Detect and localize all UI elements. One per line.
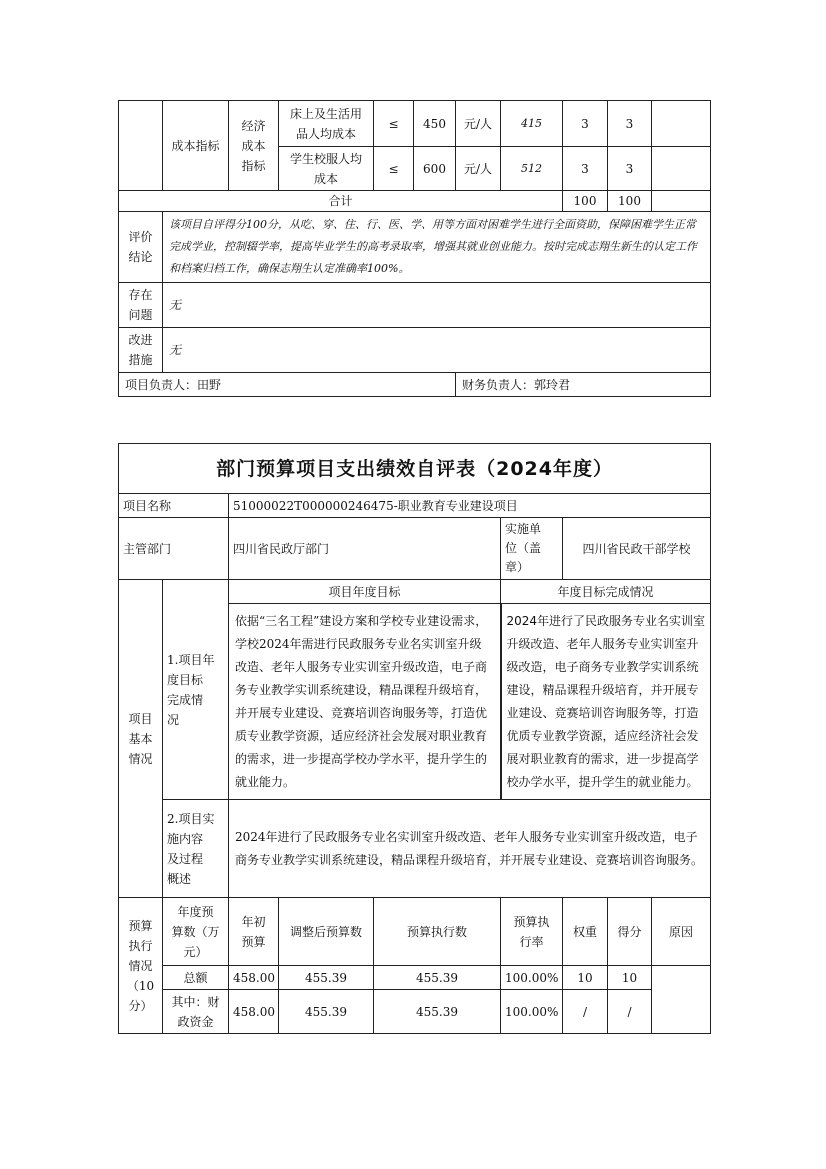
adjusted-budget: 455.39 [279,990,374,1034]
score: / [608,990,652,1034]
exec-rate: 100.00% [501,990,563,1034]
finance-leader: 财务负责人：郭玲君 [456,373,711,397]
initial-budget: 458.00 [229,990,279,1034]
total-label: 合计 [119,191,563,212]
initial-budget: 458.00 [229,966,279,990]
eval-label: 评价 结论 [119,212,163,283]
total-weight: 100 [563,191,608,212]
eval-text: 该项目自评得分100分，从吃、穿、住、行、医、学、用等方面对困难学生进行全面资助，保障困难学生正常完成学业，控制辍学率，提高毕业学生的高考录取率，增强其就业创业能力。按时完成志翔生新生的认定工作和档案归档工作，确保志翔生认定准确率100%。 [163,212,711,283]
impl-unit-label: 实施单 位（盖 章） [501,518,563,580]
improve-text: 无 [163,328,711,373]
adjusted-budget: 455.39 [279,966,374,990]
score: 3 [608,101,652,147]
actual-value: 512 [501,147,563,191]
reason-header: 原因 [652,898,711,966]
basic-info-label: 项目 基本 情况 [119,580,163,898]
indicator-name: 床上及生活用 品人均成本 [279,101,374,147]
goal-header: 项目年度目标 [229,580,501,604]
impl-text: 2024年进行了民政服务专业名实训室升级改造、老年人服务专业实训室升级改造，电子商务专业教学实训系统建设，精品课程升级培育，并开展专业建设、竞赛培训咨询服务。 [229,800,711,898]
weight: 3 [563,101,608,147]
operator: ≤ [374,101,414,147]
problem-text: 无 [163,283,711,328]
adjusted-budget-header: 调整后预算数 [279,898,374,966]
complete-text: 2024年进行了民政服务专业名实训室升级改造、老年人服务专业实训室升级改造，电子商务专业教学实训系统建设，精品课程升级培育，并开展专业建设、竞赛培训咨询服务等，打造优质专业教学资源，适应经济社会发展对职业教育的需求，进一步提高学校办学水平，提升学生的就业能力。 [501,604,711,800]
executed-budget: 455.39 [374,966,501,990]
score-header: 得分 [608,898,652,966]
blank-cell [652,191,711,212]
weight: 10 [563,966,608,990]
executed-budget: 455.39 [374,990,501,1034]
unit: 元/人 [456,101,501,147]
weight: / [563,990,608,1034]
score: 10 [608,966,652,990]
continuation-table [118,100,711,397]
exec-rate: 100.00% [501,966,563,990]
blank-cell [652,101,711,147]
total-score: 100 [608,191,652,212]
unit: 元/人 [456,147,501,191]
actual-value: 415 [501,101,563,147]
complete-header: 年度目标完成情况 [501,580,711,604]
impl-unit-value: 四川省民政干部学校 [563,518,711,580]
goal-text: 依据“三名工程”建设方案和学校专业建设需求，学校2024年需进行民政服务专业名实训室升级改造、老年人服务专业实训室升级改造，电子商务专业教学实训系统建设，精品课程升级培育，并开展专业建设、竞赛培训咨询服务等，打造优质专业教学资源，适应经济社会发展对职业教育的需求，进一步提高学校办学水平，提升学生的就业能力。 [229,604,501,800]
weight-header: 权重 [563,898,608,966]
score: 3 [608,147,652,191]
reason-cell [652,966,711,1034]
project-leader: 项目负责人：田野 [119,373,456,397]
weight: 3 [563,147,608,191]
initial-budget-header: 年初 预算 [229,898,279,966]
target-value: 450 [414,101,456,147]
indicator-name: 学生校服人均 成本 [279,147,374,191]
impl-label: 2.项目实 施内容 及过程 概述 [163,800,229,898]
form-title: 部门预算项目支出绩效自评表（2024年度） [119,444,711,494]
exec-rate-header: 预算执 行率 [501,898,563,966]
target-value: 600 [414,147,456,191]
econ-cost-label: 经济 成本 指标 [229,101,279,191]
self-evaluation-form [118,443,711,1034]
improve-label: 改进 措施 [119,328,163,373]
budget-label: 预算 执行 情况 （10 分） [119,898,163,1034]
blank-cell [652,147,711,191]
operator: ≤ [374,147,414,191]
project-name-value: 51000022T000000246475-职业教育专业建设项目 [229,494,711,518]
fiscal-row-label: 其中：财 政资金 [163,990,229,1034]
goal-label: 1.项目年 度目标 完成情 况 [163,580,229,800]
executed-budget-header: 预算执行数 [374,898,501,966]
problem-label: 存在 问题 [119,283,163,328]
budget-amount-header: 年度预 算数（万 元） [163,898,229,966]
dept-label: 主管部门 [119,518,229,580]
total-row-label: 总额 [163,966,229,990]
project-name-label: 项目名称 [119,494,229,518]
blank-cell [119,101,163,191]
dept-value: 四川省民政厅部门 [229,518,501,580]
cost-indicator-label: 成本指标 [163,101,229,191]
